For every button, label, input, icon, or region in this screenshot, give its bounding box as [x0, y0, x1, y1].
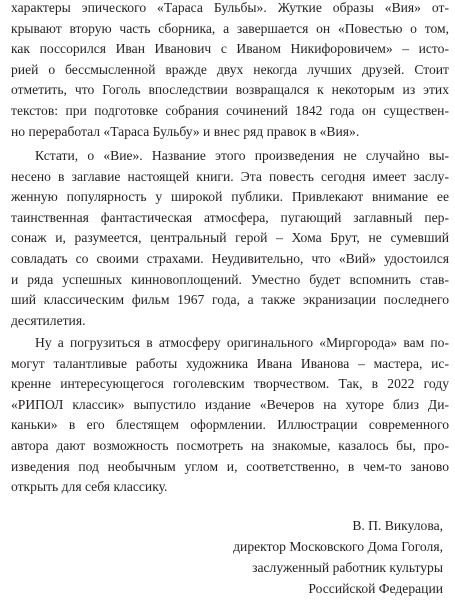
text-line: кренне интересующегося гоголевским творчеством. Так, в 2022 году: [11, 376, 449, 392]
signature-block: [233, 515, 443, 599]
signature-name: В. П. Викулова,: [352, 518, 443, 533]
text-line: ший классическим фильм 1967 года, а также экранизации последнего: [11, 292, 449, 308]
text-line: автора дают возможность посмотреть на знакомые, казалось бы, про-: [11, 437, 449, 453]
text-line: изведения под необычным углом и, соответственно, в чем-то заново: [11, 458, 449, 474]
text-line: открыть для себя классику.: [11, 479, 168, 495]
text-line: таинственная фантастическая атмосфера, пугающий заглавный пер-: [11, 209, 449, 225]
paragraph-2: [11, 146, 449, 331]
signature-title: Российской Федерации: [308, 581, 443, 596]
text-line: сонаж и, разумеется, центральный герой – Хома Брут, не сумевший: [11, 230, 449, 246]
text-line: могут талантливые работы художника Ивана Иванова – мастера, ис-: [11, 355, 449, 371]
text-line: характеры эпического «Тараса Бульбы». Жуткие образы «Вия» от-: [11, 0, 449, 15]
text-line: несено в заглавие настоящей книги. Эта повесть сегодня имеет заслу-: [11, 168, 449, 184]
text-line: десятилетия.: [11, 312, 86, 328]
text-line: рией о бессмысленной вражде двух некогда лучших друзей. Стоит: [11, 61, 449, 77]
text-line: Кстати, о «Вие». Название этого произведения не случайно вы-: [35, 148, 449, 163]
text-line: совладать со своими страхами. Неудивительно, что «Вий» удостоился: [11, 250, 449, 266]
text-line: крывают вторую часть сборника, а завершается он «Повестью о том,: [11, 20, 449, 36]
text-line: текстов: при подготовке собрания сочинений 1842 года он существен-: [11, 102, 449, 118]
text-line: и ряда успешных кинновоплощений. Уместно будет вспомнить став-: [11, 271, 449, 287]
text-line: как поссорился Иван Иванович с Иваном Никифоровичем» – исто-: [11, 41, 449, 57]
text-line: «РИПОЛ классик» выпустило издание «Вечеров на хуторе близ Ди-: [11, 396, 449, 412]
text-line: Ну а погрузиться в атмосферу оригинального «Миргорода» вам по-: [35, 335, 449, 350]
text-line: отметить, что Гоголь впоследствии возвращался к некоторым из этих: [11, 82, 449, 98]
text-line: женную популярность у широкой публики. Привлекают внимание ее: [11, 189, 449, 205]
document-page: [11, 0, 449, 600]
signature-title: заслуженный работник культуры: [252, 560, 443, 575]
paragraph-1: [11, 0, 449, 142]
signature-title: директор Московского Дома Гоголя,: [233, 539, 443, 554]
text-line: каньки» в его блестящем оформлении. Иллюстрации современного: [11, 417, 449, 433]
paragraph-3: [11, 333, 449, 498]
text-line: но переработал «Тараса Бульбу» и внес ряд правок в «Вия».: [11, 123, 360, 139]
